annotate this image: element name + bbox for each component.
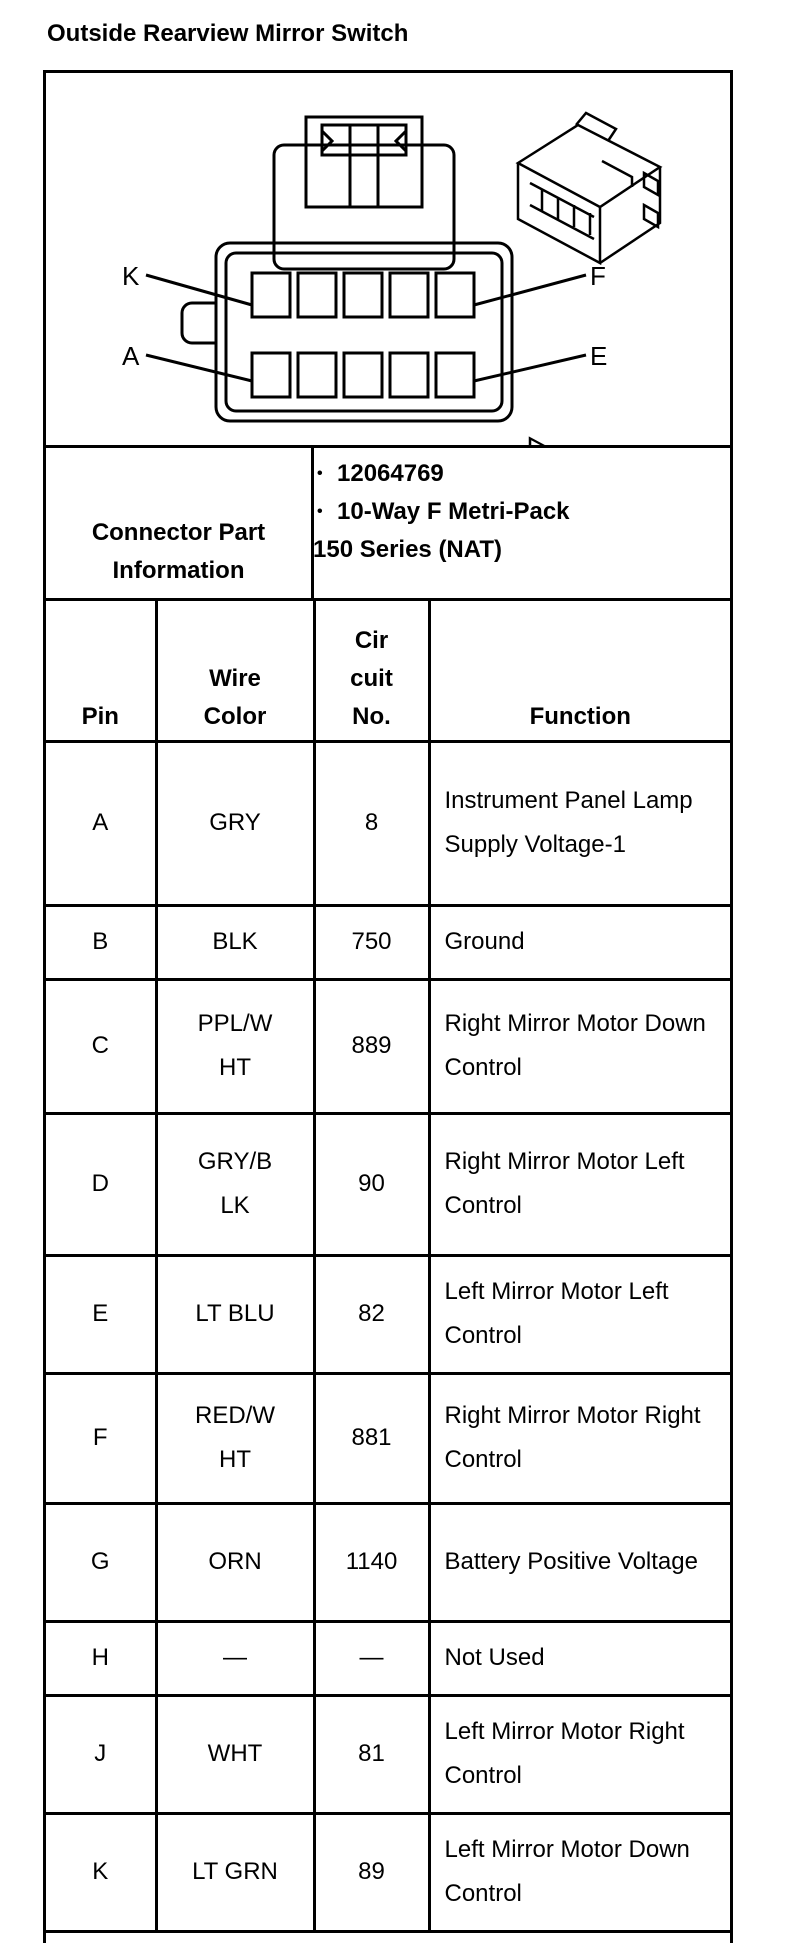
circuit-number-cell: 81 bbox=[314, 1695, 429, 1813]
wire-color-cell: LT GRN bbox=[156, 1813, 314, 1931]
header-pin: Pin bbox=[46, 601, 156, 741]
circuit-number-cell: 881 bbox=[314, 1373, 429, 1503]
table-row bbox=[46, 1695, 730, 1813]
table-row bbox=[46, 1621, 730, 1695]
header-circuit-number: Cir cuit No. bbox=[314, 601, 429, 741]
leader-line-e bbox=[474, 355, 586, 381]
cavity-e bbox=[436, 353, 474, 397]
connector-body-inner bbox=[226, 253, 502, 411]
pinout-rows bbox=[46, 741, 730, 1931]
connector-frame bbox=[43, 70, 733, 1943]
function-cell: Battery Positive Voltage bbox=[429, 1503, 730, 1621]
connector-face-illustration bbox=[46, 73, 730, 445]
connector-part-info-values bbox=[313, 455, 717, 569]
table-row bbox=[46, 1503, 730, 1621]
cavity-f bbox=[436, 273, 474, 317]
table-row bbox=[46, 741, 730, 905]
cavity-b bbox=[298, 353, 336, 397]
wire-color-cell: GRY bbox=[156, 741, 314, 905]
function-cell: Left Mirror Motor Down Control bbox=[429, 1813, 730, 1931]
leader-line-f bbox=[474, 275, 586, 305]
connector-latch-window bbox=[322, 125, 406, 155]
header-wire-color: Wire Color bbox=[156, 601, 314, 741]
pin-cell: G bbox=[46, 1503, 156, 1621]
cavity-k bbox=[252, 273, 290, 317]
wire-color-cell: LT BLU bbox=[156, 1255, 314, 1373]
circuit-number-cell: 8 bbox=[314, 741, 429, 905]
wire-color-cell: GRY/B LK bbox=[156, 1113, 314, 1255]
function-cell: Ground bbox=[429, 905, 730, 979]
table-row bbox=[46, 1255, 730, 1373]
cavity-g bbox=[390, 273, 428, 317]
table-row bbox=[46, 979, 730, 1113]
circuit-number-cell: 889 bbox=[314, 979, 429, 1113]
connector-side-key bbox=[182, 303, 216, 343]
wire-color-cell: — bbox=[156, 1621, 314, 1695]
wire-color-cell: WHT bbox=[156, 1695, 314, 1813]
function-cell: Left Mirror Motor Left Control bbox=[429, 1255, 730, 1373]
pin-cell: K bbox=[46, 1813, 156, 1931]
cavity-a bbox=[252, 353, 290, 397]
wire-color-cell: RED/W HT bbox=[156, 1373, 314, 1503]
pin-cell: J bbox=[46, 1695, 156, 1813]
pin-cell: F bbox=[46, 1373, 156, 1503]
header-function: Function bbox=[429, 601, 730, 741]
circuit-number-cell: 89 bbox=[314, 1813, 429, 1931]
circuit-number-cell: 82 bbox=[314, 1255, 429, 1373]
circuit-number-cell: 1140 bbox=[314, 1503, 429, 1621]
page-title: Outside Rearview Mirror Switch bbox=[47, 20, 409, 47]
connector-isometric-icon bbox=[518, 113, 660, 445]
connector-part-info bbox=[46, 445, 730, 601]
table-row bbox=[46, 1813, 730, 1931]
function-cell: Right Mirror Motor Right Control bbox=[429, 1373, 730, 1503]
function-cell: Not Used bbox=[429, 1621, 730, 1695]
leader-line-a bbox=[146, 355, 252, 381]
wire-color-cell: ORN bbox=[156, 1503, 314, 1621]
part-number: • 12064769 bbox=[317, 455, 717, 493]
cavity-j bbox=[298, 273, 336, 317]
pin-label-k: K bbox=[122, 261, 140, 291]
connector-diagram bbox=[46, 73, 730, 448]
circuit-number-cell: 90 bbox=[314, 1113, 429, 1255]
pin-cell: D bbox=[46, 1113, 156, 1255]
pin-cell: H bbox=[46, 1621, 156, 1695]
connector-part-info-label: Connector Part Information bbox=[46, 445, 314, 598]
circuit-number-cell: — bbox=[314, 1621, 429, 1695]
wire-color-cell: BLK bbox=[156, 905, 314, 979]
function-cell: Right Mirror Motor Down Control bbox=[429, 979, 730, 1113]
leader-line-k bbox=[146, 275, 252, 305]
wire-color-cell: PPL/W HT bbox=[156, 979, 314, 1113]
table-row bbox=[46, 1113, 730, 1255]
cavity-d bbox=[390, 353, 428, 397]
pin-cell: E bbox=[46, 1255, 156, 1373]
pin-label-a: A bbox=[122, 341, 140, 371]
circuit-number-cell: 750 bbox=[314, 905, 429, 979]
cavity-h bbox=[344, 273, 382, 317]
pin-cell: B bbox=[46, 905, 156, 979]
table-row bbox=[46, 1373, 730, 1503]
function-cell: Right Mirror Motor Left Control bbox=[429, 1113, 730, 1255]
connector-type: • 10-Way F Metri-Pack bbox=[317, 493, 717, 531]
function-cell: Left Mirror Motor Right Control bbox=[429, 1695, 730, 1813]
pin-cell: C bbox=[46, 979, 156, 1113]
pin-cell: A bbox=[46, 741, 156, 905]
pinout-table bbox=[46, 601, 730, 1933]
cavity-c bbox=[344, 353, 382, 397]
function-cell: Instrument Panel Lamp Supply Voltage-1 bbox=[429, 741, 730, 905]
table-row bbox=[46, 905, 730, 979]
connector-series: 150 Series (NAT) bbox=[313, 536, 502, 563]
pin-label-e: E bbox=[590, 341, 608, 371]
pin-label-f: F bbox=[590, 261, 606, 291]
